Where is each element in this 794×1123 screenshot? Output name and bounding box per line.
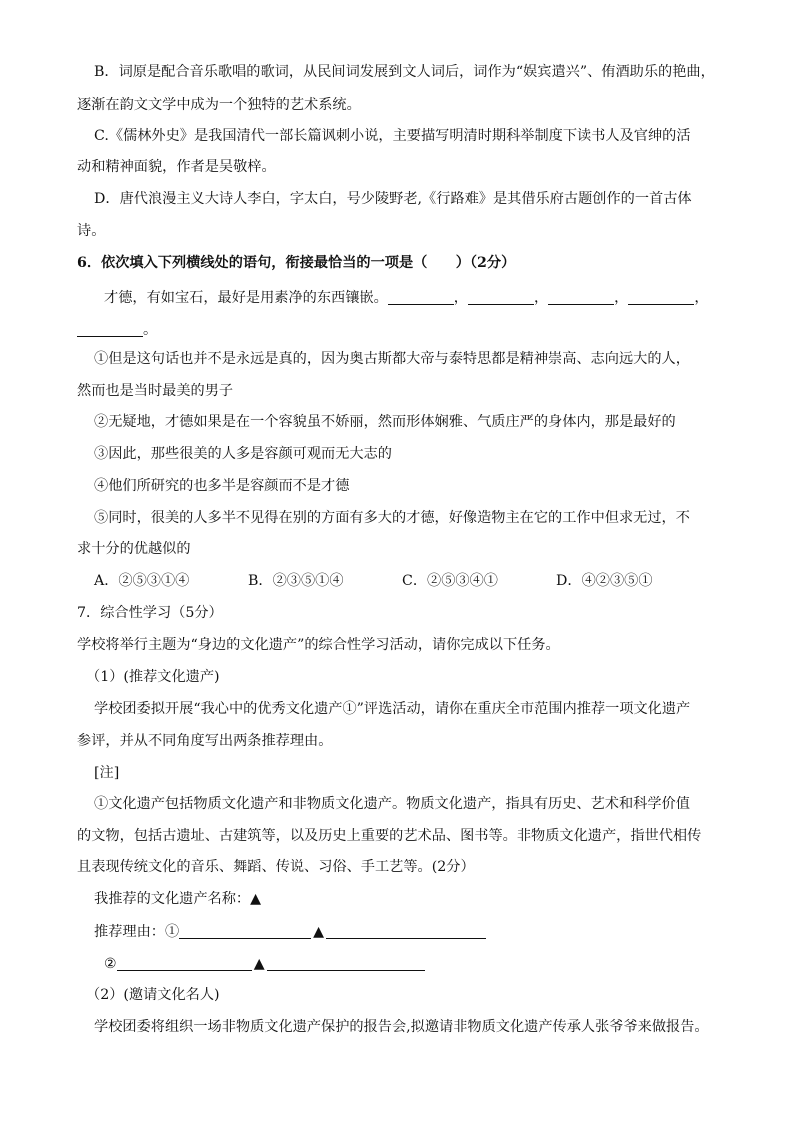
- q7-reason-2-field-b[interactable]: [267, 956, 425, 971]
- q7-title: 7．综合性学习（5分）: [77, 605, 223, 621]
- q6-passage-text: 才德，有如宝石，最好是用素净的东西镶嵌。: [104, 290, 388, 306]
- q5-option-b-line2: 逐渐在韵文文学中成为一个独特的艺术系统。: [77, 97, 361, 113]
- q6-sentence-5-line1: ⑤同时，很美的人多半不见得在别的方面有多大的才德，好像造物主在它的工作中但求无过，不: [94, 510, 690, 526]
- q7-reason-row-1: [94, 924, 486, 939]
- q6-blank-3[interactable]: [548, 290, 614, 305]
- q6-blank-2[interactable]: [468, 290, 534, 305]
- q6-sentence-1-line1: ①但是这句话也并不是永远是真的，因为奥古斯都大帝与泰特思都是精神崇高、志向远大的人，: [94, 351, 690, 367]
- q7-reason-1-field-b[interactable]: [326, 924, 486, 939]
- q6-sentence-4: ④他们所研究的也多半是容颜而不是才德: [94, 478, 350, 494]
- q6-blank-1[interactable]: [388, 290, 454, 305]
- q6-options: [94, 574, 653, 588]
- q7-reason-row-2: [104, 956, 425, 971]
- q7-sub1-title: （1）(推荐文化遗产): [86, 669, 220, 685]
- q5-option-c-line2: 动和精神面貌，作者是吴敬梓。: [77, 159, 276, 175]
- q7-note-label: [注]: [94, 765, 120, 781]
- q7-sub2-title: （2）(邀请文化名人): [86, 987, 220, 1003]
- q5-option-d-line1: D．唐代浪漫主义大诗人李白，字太白，号少陵野老,《行路难》是其借乐府古题创作的一首古体: [94, 191, 692, 207]
- q7-reason-1-field-a[interactable]: [179, 924, 311, 939]
- q6-sentence-3: ③因此，那些很美的人多是容颜可观而无大志的: [94, 446, 392, 462]
- q6-blank-4[interactable]: [628, 290, 694, 305]
- q6-option-d[interactable]: D．④②③⑤①: [556, 573, 653, 589]
- q7-note-line3: 且表现传统文化的音乐、舞蹈、传说、习俗、手工艺等。(2分）: [77, 859, 475, 875]
- q7-reason-2-field-a[interactable]: [117, 956, 252, 971]
- q7-sub2-line1: 学校团委将组织一场非物质文化遗产保护的报告会,拟邀请非物质文化遗产传承人张爷爷来做报告。: [94, 1019, 709, 1035]
- answer-triangle-icon[interactable]: ▲: [250, 891, 261, 907]
- q5-option-c-line1: C.《儒林外史》是我国清代一部长篇讽刺小说，主要描写明清时期科举制度下读书人及官绅的活: [94, 128, 691, 144]
- q7-sub1-line2: 参评，并从不同角度写出两条推荐理由。: [77, 733, 333, 749]
- q6-stem: 6．依次填入下列横线处的语句，衔接最恰当的一项是（ ）（2分）: [77, 255, 516, 271]
- q6-blank-5[interactable]: [77, 322, 143, 337]
- q6-option-c[interactable]: C．②⑤③④①: [402, 573, 498, 589]
- q7-heritage-name-row: [94, 892, 261, 906]
- q7-heritage-name-label: 我推荐的文化遗产名称：: [94, 891, 251, 907]
- q5-option-b-line1: B．词原是配合音乐歌唱的歌词，从民间词发展到文人词后，词作为“娱宾遣兴”、侑酒助乐的艳曲，: [94, 64, 715, 80]
- q7-sub1-line1: 学校团委拟开展“我心中的优秀文化遗产①”评选活动，请你在重庆全市范围内推荐一项文化遗产: [94, 701, 691, 717]
- q6-sentence-1-line2: 然而也是当时最美的男子: [77, 383, 234, 399]
- q7-reason-1-marker: ①: [164, 924, 180, 940]
- q7-intro: 学校将举行主题为“身边的文化遗产”的综合性学习活动，请你完成以下任务。: [77, 637, 560, 653]
- q7-note-line1: ①文化遗产包括物质文化遗产和非物质文化遗产。物质文化遗产，指具有历史、艺术和科学价值: [94, 796, 690, 812]
- answer-triangle-icon: ▲: [313, 924, 325, 940]
- q6-passage: 才德，有如宝石，最好是用素净的东西镶嵌。 ， ， ， ，: [104, 290, 709, 306]
- q6-option-b[interactable]: B．②③⑤①④: [248, 573, 344, 589]
- q7-reason-2-marker: ②: [104, 956, 117, 972]
- q6-passage-end: 。: [77, 322, 157, 337]
- answer-triangle-icon: ▲: [253, 956, 265, 972]
- q6-sentence-5-line2: 求十分的优越似的: [77, 541, 191, 557]
- q5-option-d-line2: 诗。: [77, 223, 106, 239]
- q7-reason-label: 推荐理由：: [94, 924, 165, 940]
- q6-option-a[interactable]: A．②⑤③①④: [94, 573, 190, 589]
- q7-note-line2: 的文物，包括古遗址、古建筑等，以及历史上重要的艺术品、图书等。非物质文化遗产，指世代相传: [77, 828, 702, 844]
- q6-sentence-2: ②无疑地，才德如果是在一个容貌虽不娇丽，然而形体娴雅、气质庄严的身体内，那是最好的: [94, 414, 676, 430]
